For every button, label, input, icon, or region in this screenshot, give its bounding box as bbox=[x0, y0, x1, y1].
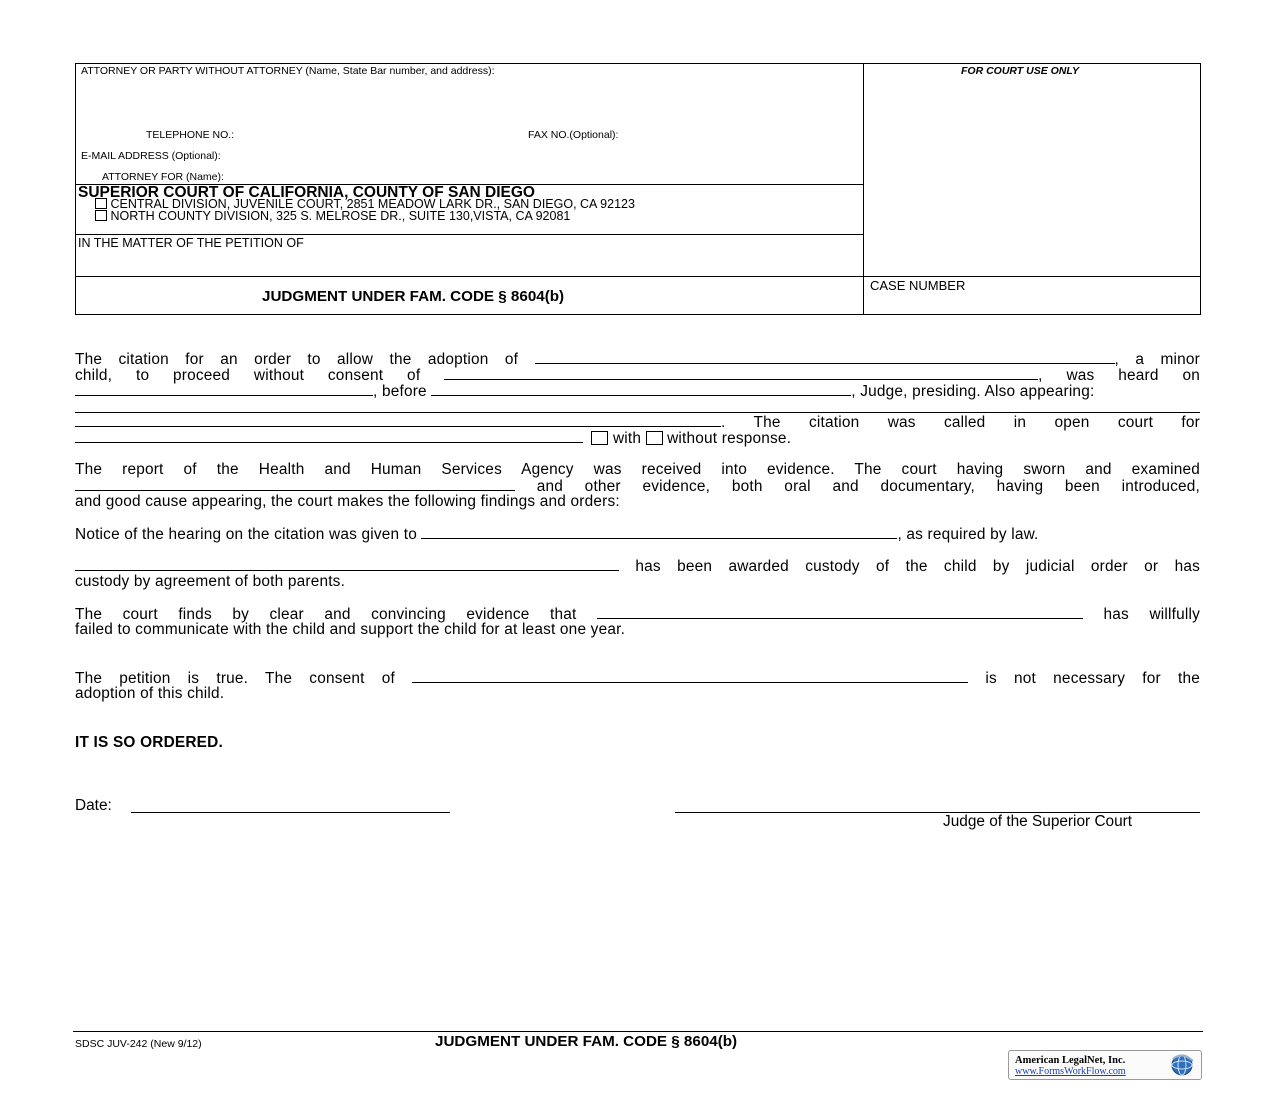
report-line-3: and good cause appearing, the court makes the following findings and orders: bbox=[75, 493, 620, 510]
petition-line-2: adoption of this child. bbox=[75, 685, 225, 702]
custody-line-1: has been awarded custody of the child by judicial order or has bbox=[75, 558, 1200, 575]
attorney-for-label: ATTORNEY FOR (Name): bbox=[102, 171, 224, 183]
petition-line-1: The petition is true. The consent of is not necessary for the bbox=[75, 670, 1200, 687]
form-id: SDSC JUV-242 (New 9/12) bbox=[75, 1038, 202, 1050]
with-label: with bbox=[612, 430, 642, 447]
north-division-row bbox=[95, 210, 570, 223]
minor-name-field[interactable] bbox=[535, 351, 1115, 364]
without-response-checkbox[interactable] bbox=[646, 431, 663, 445]
fax-label: FAX NO.(Optional): bbox=[528, 129, 619, 141]
custodian-name-field[interactable] bbox=[75, 558, 619, 571]
email-label: E-MAIL ADDRESS (Optional): bbox=[81, 150, 221, 162]
matter-label: IN THE MATTER OF THE PETITION OF bbox=[78, 236, 304, 250]
parent-without-consent-field[interactable] bbox=[444, 367, 1038, 380]
globe-icon bbox=[1169, 1053, 1195, 1077]
citation-line-6 bbox=[75, 430, 1200, 447]
north-division-label: NORTH COUNTY DIVISION, 325 S. MELROSE DR., SUITE 130,VISTA, CA 92081 bbox=[110, 209, 571, 223]
citation-line-2: child, to proceed without consent of , was heard on bbox=[75, 367, 1200, 384]
date-label: Date: bbox=[75, 797, 112, 814]
footer-title: JUDGMENT UNDER FAM. CODE § 8604(b) bbox=[435, 1033, 738, 1050]
publisher-name: American LegalNet, Inc. bbox=[1015, 1055, 1126, 1066]
caption-box bbox=[75, 63, 1201, 315]
date-field[interactable] bbox=[131, 812, 450, 813]
citation-line-1: The citation for an order to allow the adoption of , a minor bbox=[75, 351, 1200, 368]
publisher-badge[interactable] bbox=[1008, 1050, 1202, 1080]
central-division-label: CENTRAL DIVISION, JUVENILE COURT, 2851 MEADOW LARK DR., SAN DIEGO, CA 92123 bbox=[110, 197, 635, 211]
also-appearing-line[interactable] bbox=[75, 412, 1200, 413]
called-for-field[interactable] bbox=[75, 430, 583, 443]
court-use-label: FOR COURT USE ONLY bbox=[961, 65, 1080, 77]
form-title: JUDGMENT UNDER FAM. CODE § 8604(b) bbox=[262, 288, 565, 305]
central-division-checkbox[interactable] bbox=[95, 198, 107, 209]
notice-line: Notice of the hearing on the citation was given to , as required by law. bbox=[75, 526, 1039, 543]
without-response-label: without response. bbox=[667, 430, 792, 447]
notice-given-to-field[interactable] bbox=[421, 526, 897, 539]
custody-line-2: custody by agreement of both parents. bbox=[75, 573, 346, 590]
so-ordered: IT IS SO ORDERED. bbox=[75, 734, 223, 751]
consent-of-field[interactable] bbox=[412, 670, 968, 683]
north-division-checkbox[interactable] bbox=[95, 210, 107, 221]
footer-rule bbox=[73, 1031, 1203, 1032]
judge-name-field[interactable] bbox=[431, 383, 851, 396]
case-number-label: CASE NUMBER bbox=[870, 278, 966, 293]
court-name: SUPERIOR COURT OF CALIFORNIA, COUNTY OF SAN DIEGO bbox=[78, 184, 535, 201]
publisher-url[interactable]: www.FormsWorkFlow.com bbox=[1015, 1066, 1126, 1077]
telephone-label: TELEPHONE NO.: bbox=[146, 129, 235, 141]
title-section-top-rule bbox=[76, 276, 1200, 277]
findings-line-2: failed to communicate with the child and support the child for at least one year. bbox=[75, 621, 626, 638]
judge-label: Judge of the Superior Court bbox=[943, 813, 1133, 830]
report-line-1: The report of the Health and Human Services Agency was received into evidence. The court having sworn and examined bbox=[75, 461, 1200, 478]
citation-line-3: , before , Judge, presiding. Also appearing: bbox=[75, 383, 1200, 400]
citation-line-5: . The citation was called in open court for bbox=[75, 414, 1200, 431]
examined-witness-field[interactable] bbox=[75, 478, 515, 491]
attorney-label: ATTORNEY OR PARTY WITHOUT ATTORNEY (Name, State Bar number, and address): bbox=[81, 65, 495, 77]
also-appearing-field[interactable] bbox=[75, 414, 721, 427]
non-consenting-parent-field[interactable] bbox=[597, 606, 1083, 619]
findings-line-1: The court finds by clear and convincing evidence that has willfully bbox=[75, 606, 1200, 623]
report-line-2: and other evidence, both oral and documentary, having been introduced, bbox=[75, 478, 1200, 495]
court-section-bottom-rule bbox=[76, 234, 863, 235]
hearing-date-field[interactable] bbox=[75, 383, 373, 396]
with-response-checkbox[interactable] bbox=[591, 431, 608, 445]
